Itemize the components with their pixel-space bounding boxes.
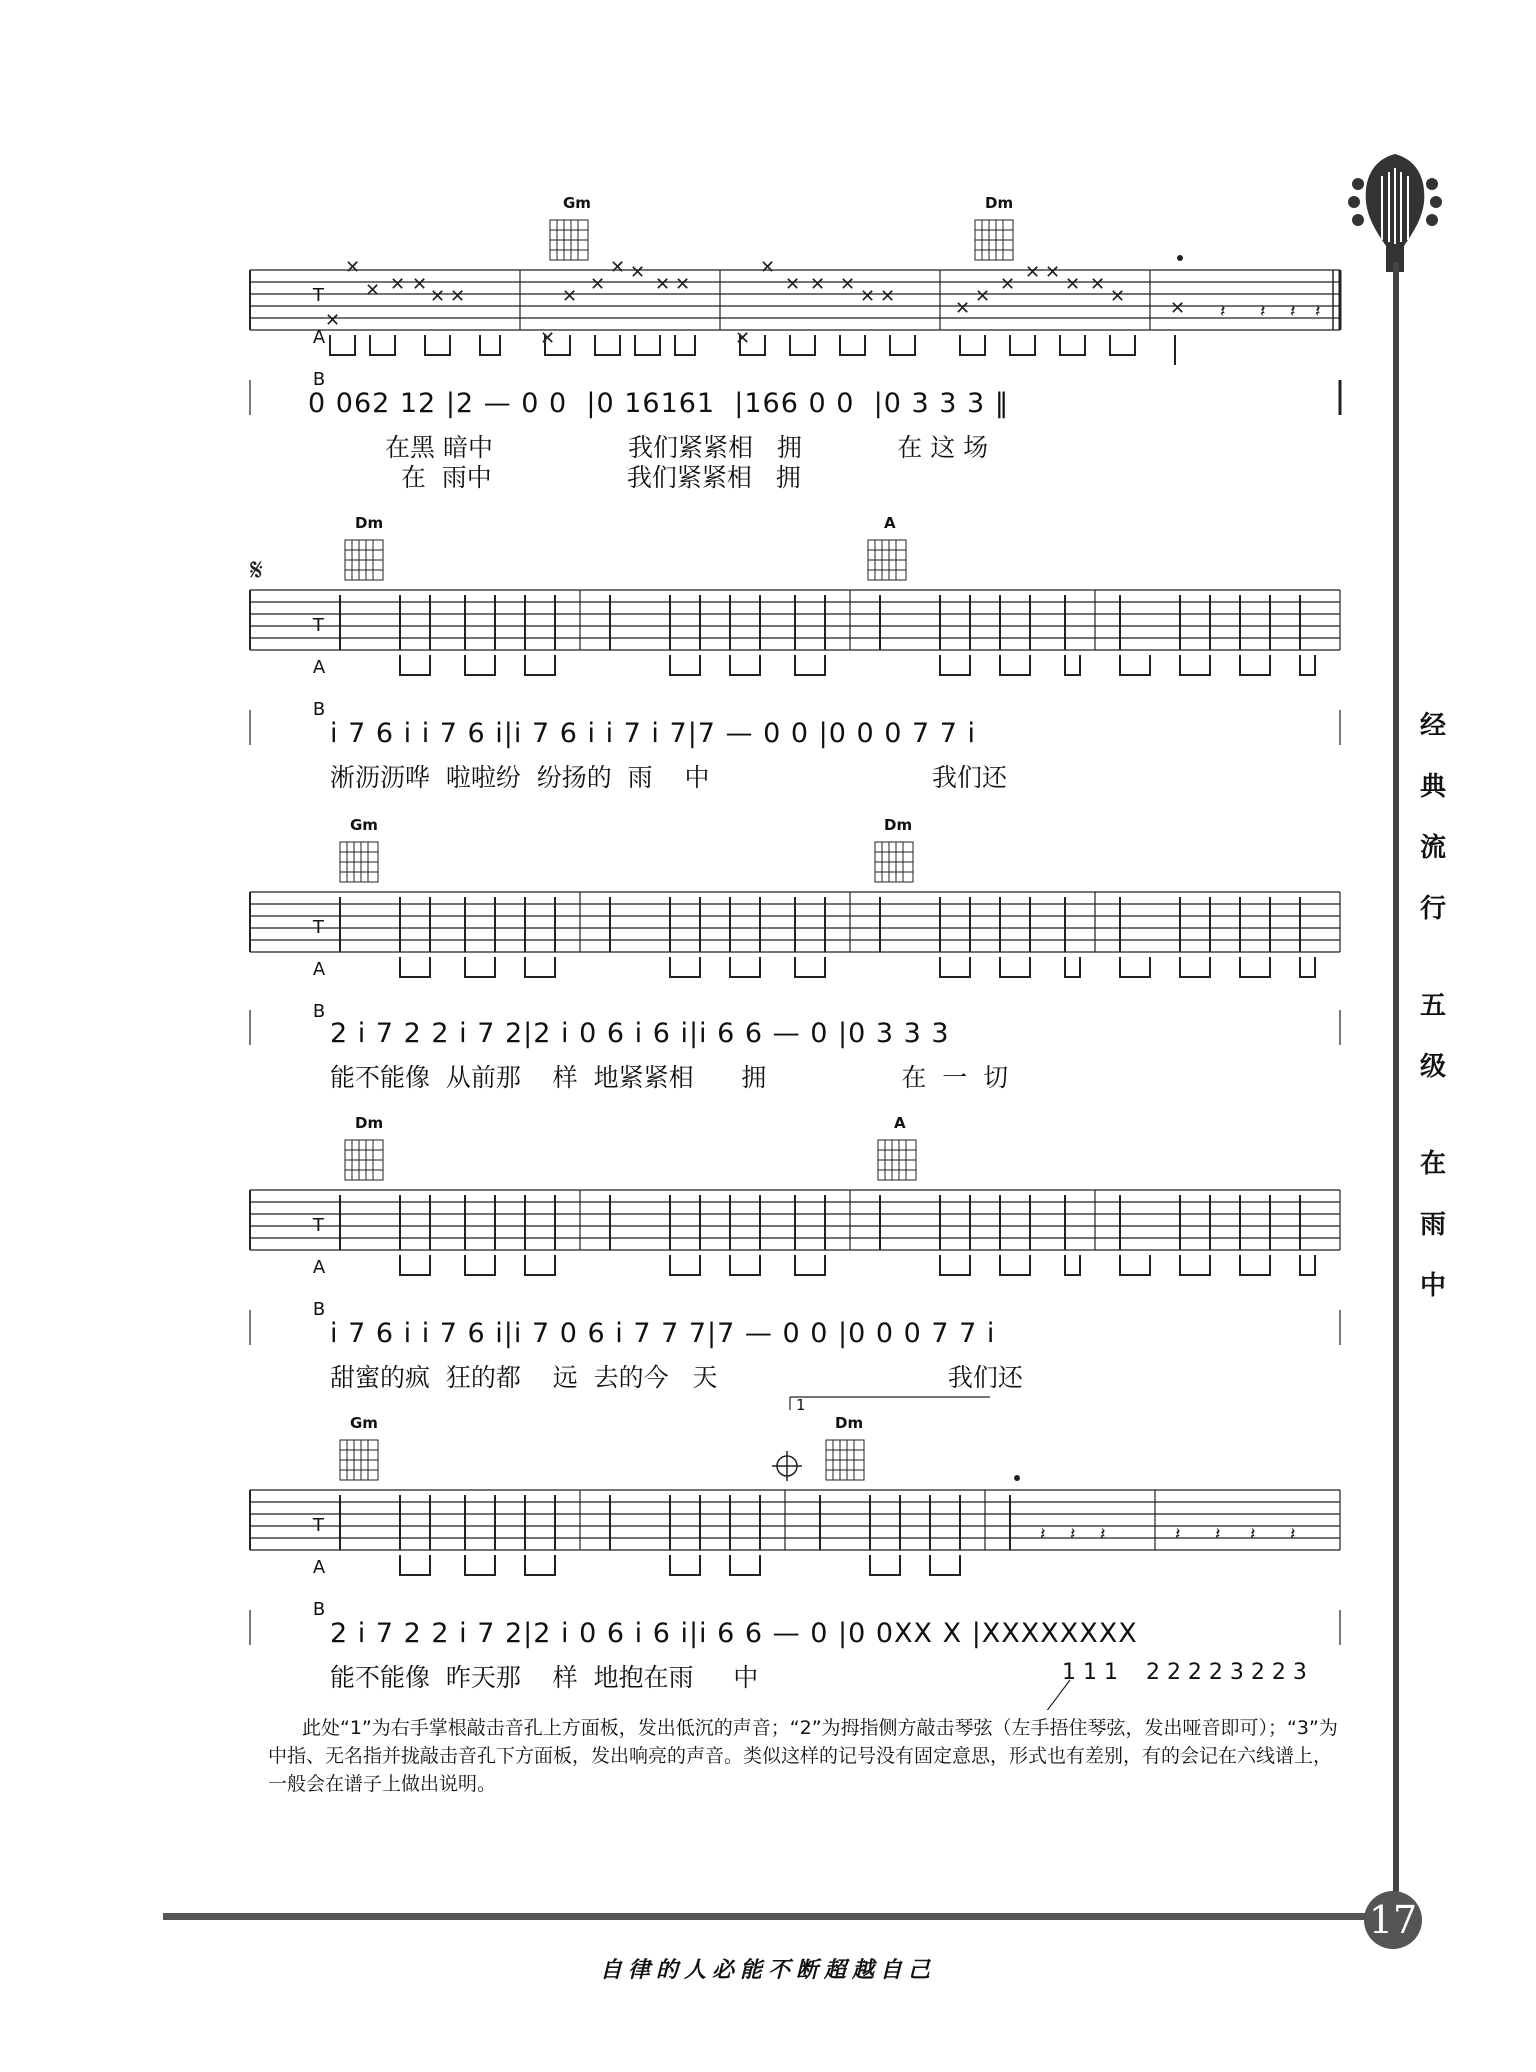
svg-text:✕: ✕: [735, 328, 751, 349]
footer-motto: 自律的人必能不断超越自己: [599, 1957, 936, 1983]
tab-label-b: B: [312, 1001, 326, 1022]
numbered-notation: i 7 6 i i 7 6 i|i 7 6 i i 7 i 7|7 — 0 0 |0 0 0 7 7 i: [330, 718, 977, 749]
tab-label-a: A: [312, 959, 326, 980]
svg-text:✕: ✕: [675, 274, 691, 295]
score-system-4: [0, 1110, 1536, 1414]
lyrics-line-1: 在黑 暗中 我们紧紧相 拥 在 这 场: [385, 433, 989, 462]
svg-text:✕: ✕: [540, 328, 556, 349]
tab-label: [290, 1494, 325, 1641]
lyrics-line-2: 在 雨中 我们紧紧相 拥: [385, 463, 801, 492]
svg-text:✕: ✕: [975, 286, 991, 307]
chord-name: A: [894, 1114, 906, 1132]
score-system-1: [0, 190, 1536, 510]
svg-text:✕: ✕: [1065, 274, 1081, 295]
series-char: 典: [1419, 772, 1446, 802]
tab-label: [290, 594, 325, 741]
svg-text:✕: ✕: [390, 274, 406, 295]
svg-text:✕: ✕: [1090, 274, 1106, 295]
svg-text:✕: ✕: [1110, 286, 1126, 307]
numbered-notation: 2 i 7 2 2 i 7 2|2 i 0 6 i 6 i|i 6 6 — 0 |0 0XX X |XXXXXXXX: [330, 1618, 1138, 1649]
tab-label-t: T: [312, 1215, 324, 1236]
svg-text:𝄽: 𝄽: [1250, 1524, 1256, 1545]
svg-text:✕: ✕: [1025, 262, 1041, 283]
svg-text:✕: ✕: [412, 274, 428, 295]
svg-text:𝄽: 𝄽: [1100, 1524, 1106, 1545]
chord-name: Dm: [355, 1114, 384, 1132]
performance-note: [268, 1714, 1350, 1798]
numbered-notation: i 7 6 i i 7 6 i|i 7 0 6 i 7 7 7|7 — 0 0 |0 0 0 7 7 i: [330, 1318, 996, 1349]
svg-text:𝄽: 𝄽: [1315, 301, 1321, 322]
tab-label-b: B: [312, 1599, 326, 1620]
svg-text:𝄽: 𝄽: [1220, 301, 1226, 322]
tab-label-t: T: [312, 285, 324, 306]
tab-label-t: T: [312, 615, 324, 636]
series-char: 在: [1419, 1149, 1446, 1179]
lyrics-line-1: 淅沥沥哗 啦啦纷 纷扬的 雨 中 我们还: [330, 763, 1007, 792]
chord-name: Dm: [884, 816, 913, 834]
chord-name: Gm: [350, 816, 378, 834]
lyrics-line-1: 能不能像 从前那 样 地紧紧相 拥 在 一 切: [330, 1063, 1009, 1092]
series-char: 五: [1419, 991, 1446, 1021]
numbered-notation: 0 062 12 |2 — 0 0 |0 16161 |166 0 0 |0 3 3 3 ‖: [308, 388, 1010, 419]
svg-text:✕: ✕: [450, 286, 466, 307]
note-paragraph: 此处“1”为右手掌根敲击音孔上方面板，发出低沉的声音；“2”为拇指侧方敲击琴弦（左手捂住琴弦，发出哑音即可）；“3”为中指、无名指并拢敲击音孔下方面板，发出响亮的声音。类似这样的记号没有固定意思，形式也有差别，有的会记在六线谱上，一般会在谱子上做出说明。: [268, 1717, 1338, 1795]
tab-label-a: A: [312, 1257, 326, 1278]
percussion-markings: 1 1 1 2 2 2 2 3 2 2 3: [1062, 1660, 1307, 1685]
svg-text:✕: ✕: [630, 262, 646, 283]
svg-text:✕: ✕: [430, 286, 446, 307]
svg-text:✕: ✕: [562, 286, 578, 307]
tab-label: [290, 896, 325, 1043]
svg-text:✕: ✕: [1045, 262, 1061, 283]
svg-text:𝄽: 𝄽: [1260, 301, 1266, 322]
svg-text:✕: ✕: [810, 274, 826, 295]
svg-text:✕: ✕: [860, 286, 876, 307]
chord-name: Gm: [563, 194, 591, 212]
svg-text:𝄽: 𝄽: [1070, 1524, 1076, 1545]
chord-name: A: [884, 514, 896, 532]
score-system-5: [0, 1410, 1536, 1710]
tab-label-a: A: [312, 657, 326, 678]
svg-text:𝄋: 𝄋: [250, 553, 263, 588]
svg-text:✕: ✕: [655, 274, 671, 295]
lyrics-line-1: 甜蜜的疯 狂的都 远 去的今 天 我们还: [330, 1363, 1023, 1392]
svg-text:𝄽: 𝄽: [1290, 301, 1296, 322]
series-char: 经: [1419, 711, 1446, 741]
svg-text:✕: ✕: [610, 257, 626, 278]
svg-text:𝄽: 𝄽: [1040, 1524, 1046, 1545]
tab-label-a: A: [312, 327, 326, 348]
svg-text:✕: ✕: [880, 286, 896, 307]
tab-label-b: B: [312, 1299, 326, 1320]
lyrics-line-1: 能不能像 昨天那 样 地抱在雨 中: [330, 1663, 759, 1692]
svg-text:✕: ✕: [1000, 274, 1016, 295]
series-char: 雨: [1419, 1210, 1446, 1240]
svg-text:𝄽: 𝄽: [1290, 1524, 1296, 1545]
chord-name: Dm: [835, 1414, 864, 1432]
series-char: 流: [1419, 833, 1446, 863]
score-system-2: [0, 510, 1536, 810]
bottom-decoration-bar: [163, 1913, 1381, 1920]
svg-text:✕: ✕: [785, 274, 801, 295]
series-char: 行: [1419, 894, 1446, 924]
svg-text:✕: ✕: [840, 274, 856, 295]
svg-text:✕: ✕: [955, 298, 971, 319]
chord-name: Dm: [355, 514, 384, 532]
svg-text:✕: ✕: [590, 274, 606, 295]
svg-text:✕: ✕: [345, 257, 361, 278]
tab-label-a: A: [312, 1557, 326, 1578]
tab-label-t: T: [312, 1515, 324, 1536]
volta-bracket-label: 1: [796, 1396, 806, 1414]
tab-label: [290, 1194, 325, 1341]
svg-text:✕: ✕: [325, 310, 341, 331]
chord-name: Gm: [350, 1414, 378, 1432]
score-system-3: [0, 810, 1536, 1110]
svg-text:𝄽: 𝄽: [1215, 1524, 1221, 1545]
tab-label-b: B: [312, 369, 326, 390]
series-char: 中: [1419, 1271, 1446, 1301]
tab-label-t: T: [312, 917, 324, 938]
svg-text:✕: ✕: [1170, 298, 1186, 319]
svg-text:✕: ✕: [365, 280, 381, 301]
series-char: 级: [1419, 1052, 1446, 1082]
svg-text:✕: ✕: [760, 257, 776, 278]
tab-label-b: B: [312, 699, 326, 720]
page-number: 17: [1364, 1891, 1422, 1949]
numbered-notation: 2 i 7 2 2 i 7 2|2 i 0 6 i 6 i|i 6 6 — 0 |0 3 3 3: [330, 1018, 950, 1049]
chord-name: Dm: [985, 194, 1014, 212]
svg-text:𝄽: 𝄽: [1175, 1524, 1181, 1545]
